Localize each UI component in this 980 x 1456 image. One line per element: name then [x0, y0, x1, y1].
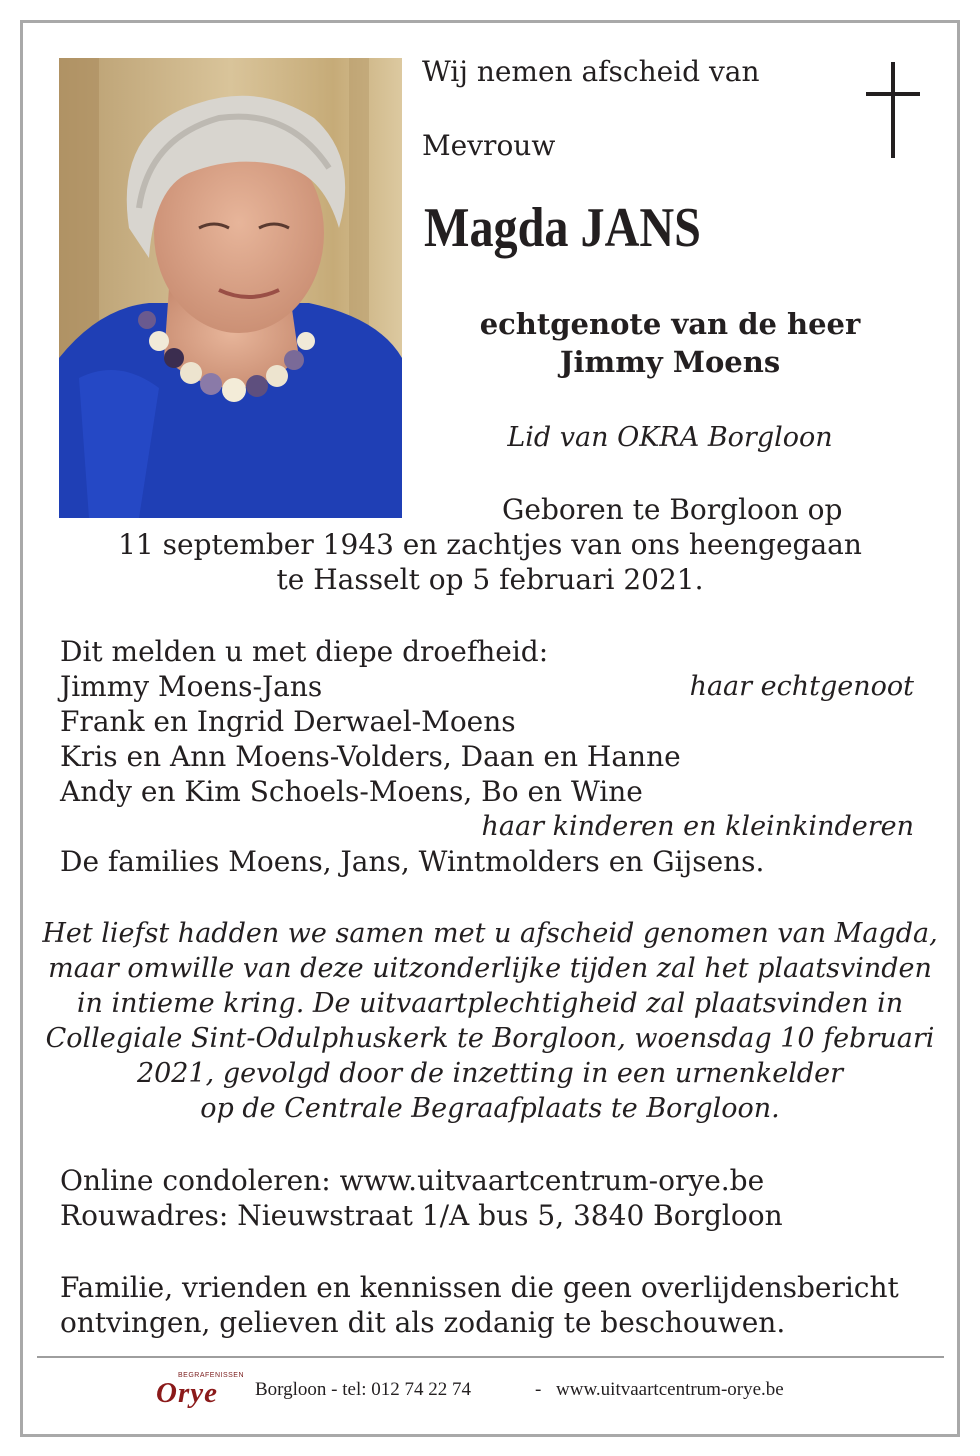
spouse-line-1: echtgenote van de heer: [479, 307, 861, 341]
footer-divider: [37, 1356, 944, 1358]
spouse-role: haar echtgenoot: [689, 671, 914, 702]
child-line: Andy en Kim Schoels-Moens, Bo en Wine: [60, 775, 643, 808]
intro-text: Wij nemen afscheid van: [422, 55, 760, 88]
children-role: haar kinderen en kleinkinderen: [481, 811, 914, 842]
footer-separator: -: [535, 1379, 542, 1400]
deceased-name: Magda JANS: [424, 197, 701, 259]
birth-line-2: 11 september 1943 en zachtjes van ons heengegaan: [118, 528, 862, 561]
notice-line: 2021, gevolgd door de inzetting in een urnenkelder: [136, 1058, 844, 1089]
child-line: Kris en Ann Moens-Volders, Daan en Hanne: [60, 740, 681, 773]
cross-icon: [866, 62, 920, 158]
child-line: Frank en Ingrid Derwael-Moens: [60, 705, 516, 738]
birth-line-3: te Hasselt op 5 februari 2021.: [276, 563, 704, 596]
orye-logo: BEGRAFENISSEN Orye: [156, 1372, 245, 1409]
families-line: De families Moens, Jans, Wintmolders en Gijsens.: [60, 845, 765, 878]
closing-line: Familie, vrienden en kennissen die geen overlijdensbericht: [60, 1271, 899, 1304]
portrait-photo: [59, 58, 402, 518]
notice-line: Collegiale Sint-Odulphuskerk te Borgloon, woensdag 10 februari: [45, 1023, 935, 1054]
spouse-name: Jimmy Moens-Jans: [60, 670, 323, 703]
closing-line: ontvingen, gelieven dit als zodanig te beschouwen.: [60, 1306, 786, 1339]
birth-line-1: Geboren te Borgloon op: [502, 493, 843, 526]
membership: Lid van OKRA Borgloon: [507, 422, 833, 453]
spouse-line-2: Jimmy Moens: [559, 345, 781, 379]
footer-website: www.uitvaartcentrum-orye.be: [556, 1379, 784, 1400]
family-intro: Dit melden u met diepe droefheid:: [60, 635, 549, 668]
online-condolences: Online condoleren: www.uitvaartcentrum-orye.be: [60, 1164, 765, 1197]
notice-line: op de Centrale Begraafplaats te Borgloon.: [200, 1093, 780, 1124]
footer-contact: Borgloon - tel: 012 74 22 74: [255, 1379, 472, 1400]
mourning-address: Rouwadres: Nieuwstraat 1/A bus 5, 3840 Borgloon: [60, 1199, 783, 1232]
honorific: Mevrouw: [422, 129, 556, 162]
notice-line: Het liefst hadden we samen met u afscheid genomen van Magda,: [42, 918, 938, 949]
notice-line: in intieme kring. De uitvaartplechtigheid zal plaatsvinden in: [76, 988, 904, 1019]
notice-line: maar omwille van deze uitzonderlijke tijden zal het plaatsvinden: [48, 953, 932, 984]
